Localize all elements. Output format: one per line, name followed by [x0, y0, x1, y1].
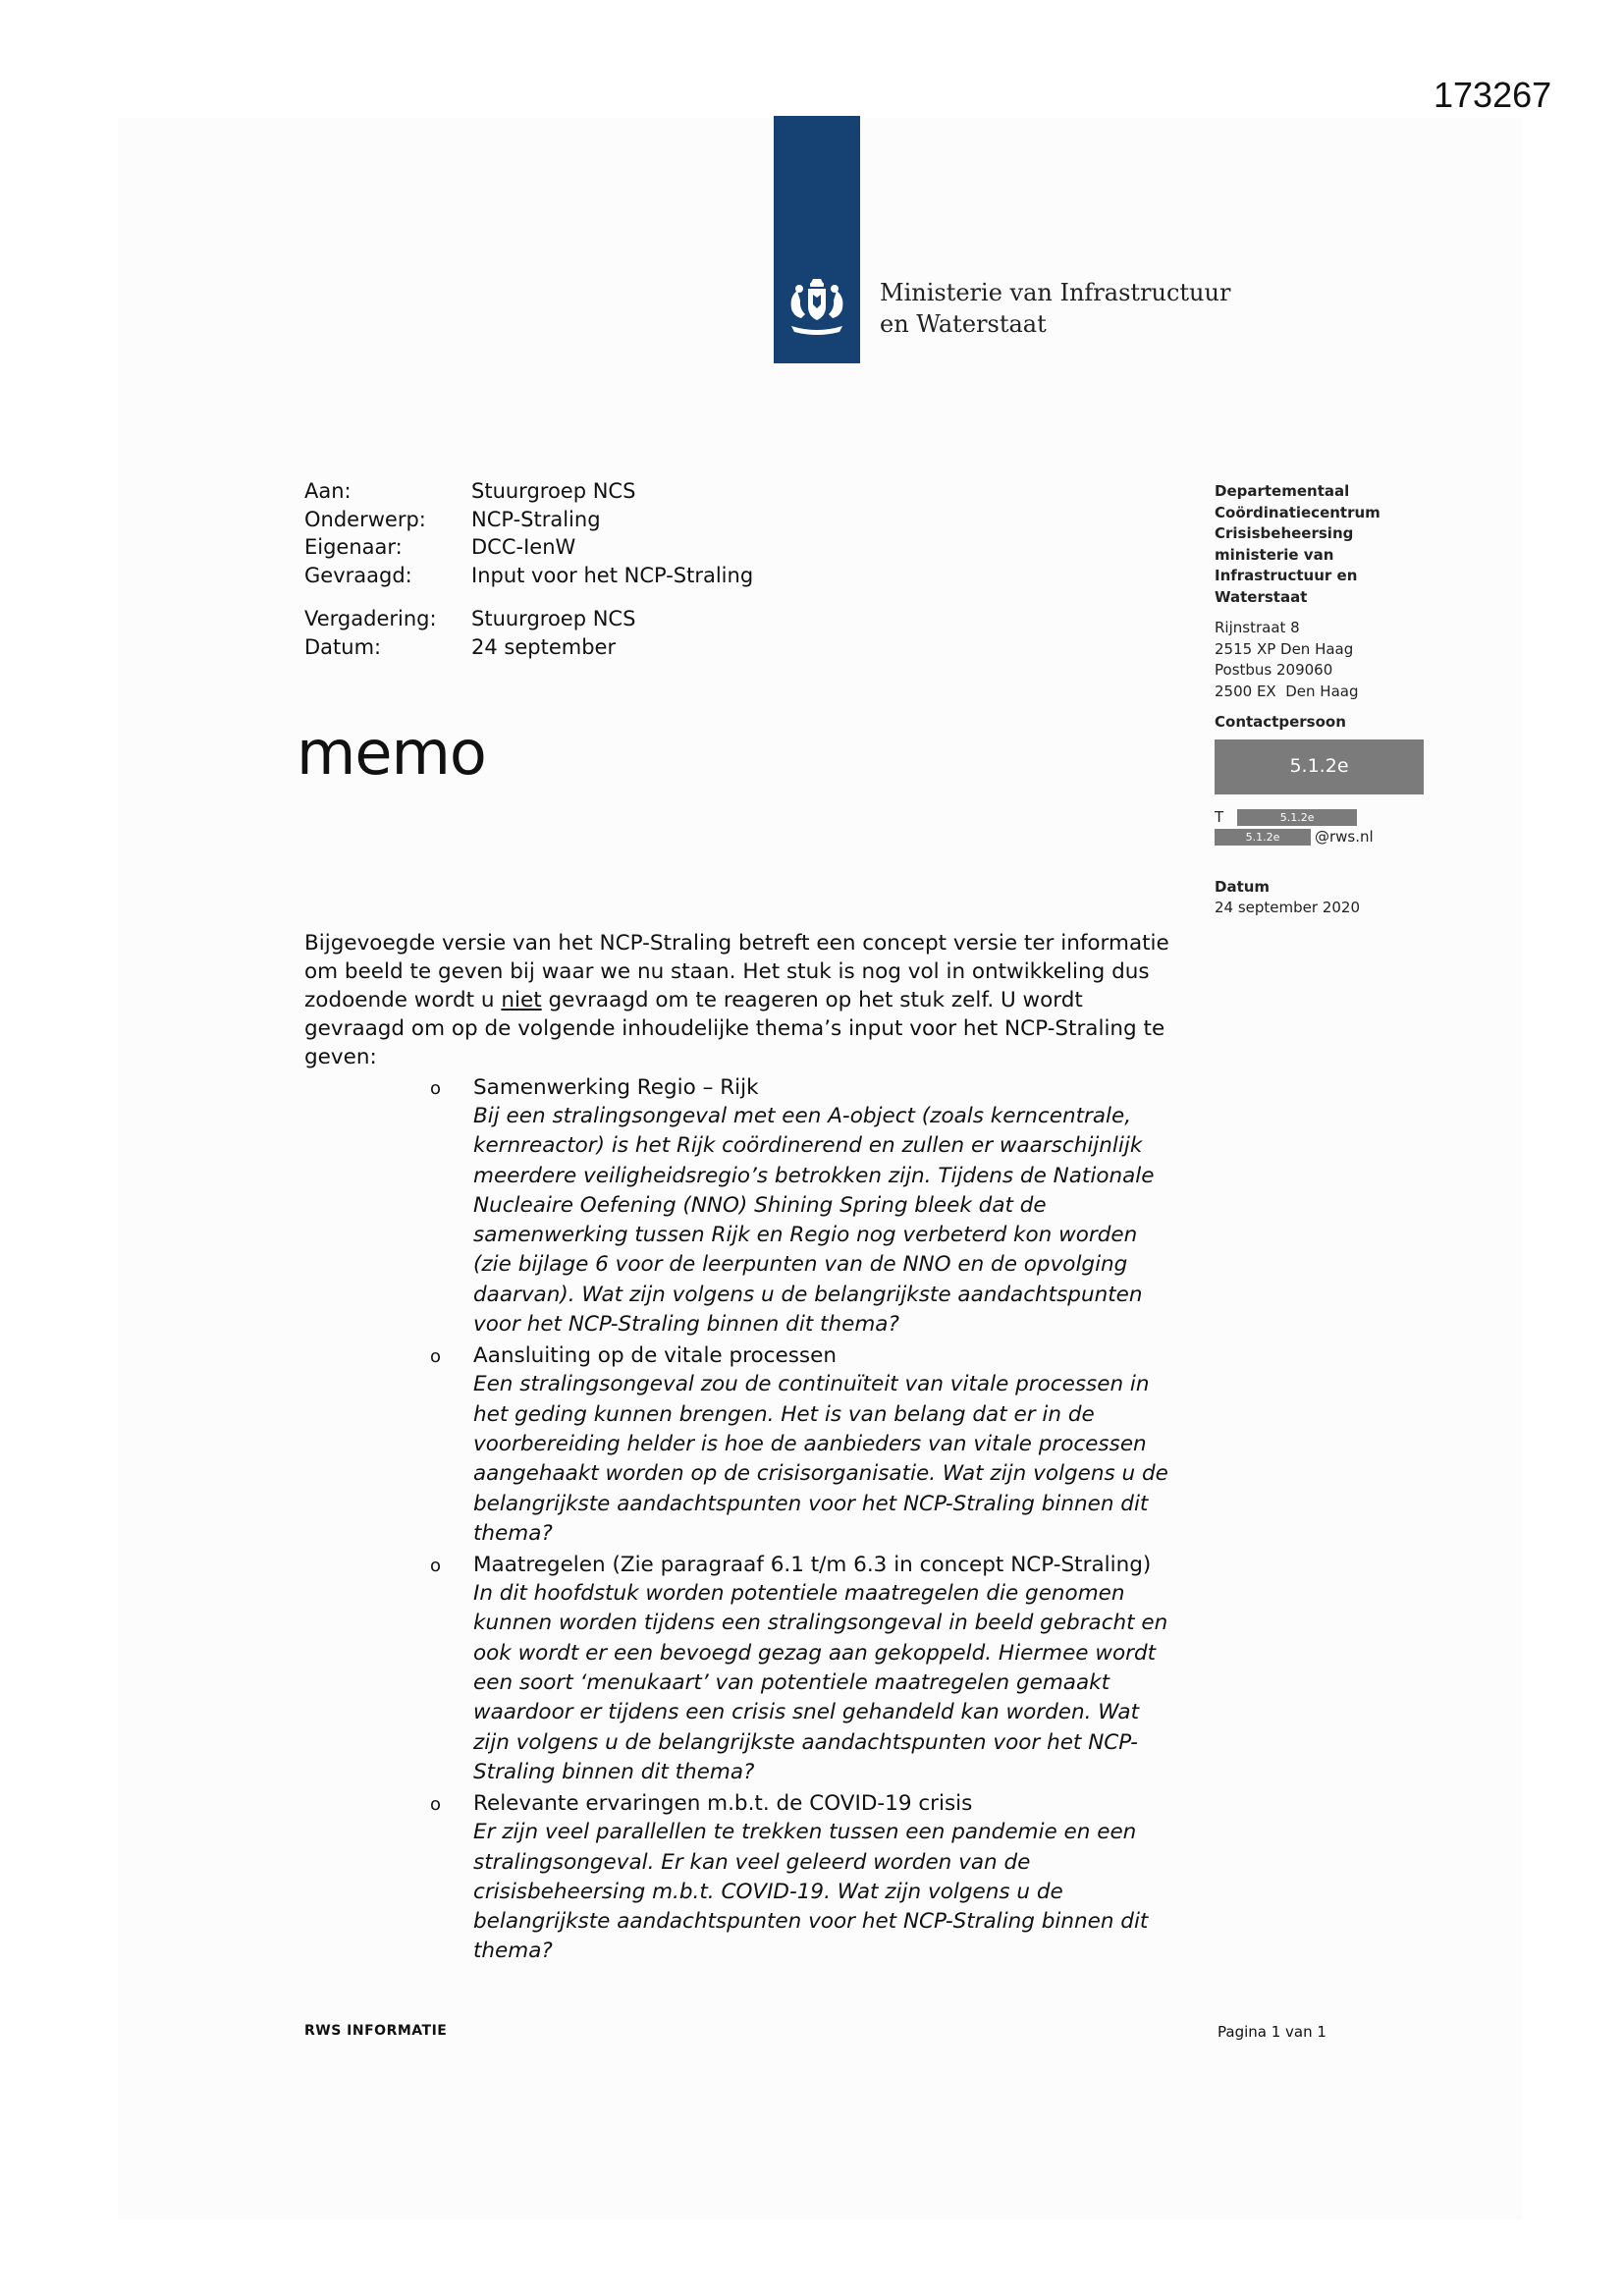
- desc-line: crisisbeheersing m.b.t. COVID-19. Wat zijn volgens u de: [473, 1879, 1063, 1904]
- desc-line: Nucleaire Oefening (NNO) Shining Spring bleek dat de: [473, 1192, 1047, 1218]
- memo-body: [304, 929, 1188, 1967]
- email-domain: @rws.nl: [1315, 827, 1374, 846]
- intro-text: Bijgevoegde versie van het NCP-Straling betreft een concept versie ter informatie om beeld te geven bij waar we nu staan. Het stuk is nog vol in ontwikkeling dus zodoende wordt u: [304, 931, 1169, 1012]
- meta-value: Stuurgroep NCS: [471, 479, 636, 503]
- department-line: Waterstaat: [1215, 587, 1308, 606]
- memo-title: memo: [297, 717, 486, 789]
- meta-row-datum: [304, 633, 753, 662]
- intro-paragraph: [304, 929, 1188, 1071]
- item-description: [473, 1579, 1188, 1787]
- desc-line: waardoor er tijdens een crisis snel gehandeld kan worden. Wat: [473, 1700, 1139, 1725]
- item-title: Samenwerking Regio – Rijk: [473, 1075, 759, 1100]
- desc-line: kunnen worden tijdens een stralingsongeval in beeld gebracht en: [473, 1611, 1168, 1636]
- memo-header-fields: [304, 477, 753, 661]
- desc-line: belangrijkste aandachtspunten voor het NCP-Straling binnen dit: [473, 1491, 1149, 1516]
- desc-line: het geding kunnen brengen. Het is van belang dat er in de: [473, 1401, 1095, 1427]
- meta-row-eigenaar: [304, 533, 753, 562]
- desc-line: een soort ‘menukaart’ van potentiele maatregelen gemaakt: [473, 1670, 1110, 1696]
- email-line: [1215, 828, 1440, 847]
- list-item: [304, 1341, 1188, 1549]
- theme-list: [304, 1073, 1188, 1967]
- meta-row-gevraagd: [304, 562, 753, 590]
- department-line: Departementaal: [1215, 482, 1350, 500]
- redacted-email: 5.1.2e: [1215, 829, 1311, 846]
- redacted-contact-name: 5.1.2e: [1215, 739, 1424, 794]
- item-title: Relevante ervaringen m.b.t. de COVID-19 crisis: [473, 1791, 973, 1817]
- desc-line: Een stralingsongeval zou de continuïteit van vitale processen in: [473, 1372, 1150, 1397]
- desc-line: meerdere veiligheidsregio’s betrokken zijn. Tijdens de Nationale: [473, 1163, 1155, 1188]
- desc-line: thema?: [473, 1520, 553, 1546]
- department-line: Coördinatiecentrum: [1215, 503, 1380, 521]
- ministry-name: [880, 277, 1230, 340]
- coat-of-arms-icon: [778, 275, 856, 344]
- bullet-marker: o: [430, 1078, 442, 1099]
- desc-line: stralingsongeval. Er kan veel geleerd worden van de: [473, 1849, 1031, 1875]
- desc-line: thema?: [473, 1939, 553, 1964]
- desc-line: Bij een stralingsongeval met een A-object (zoals kerncentrale,: [473, 1104, 1132, 1128]
- meta-label: Vergadering:: [304, 607, 437, 630]
- datum-value: 24 september 2020: [1215, 899, 1361, 916]
- desc-line: Er zijn veel parallellen te trekken tussen een pandemie en een: [473, 1820, 1137, 1845]
- bullet-marker: o: [430, 1346, 442, 1368]
- meta-label: Onderwerp:: [304, 507, 426, 531]
- desc-line: ook wordt er een bevoegd gezag aan gekoppeld. Hiermee wordt: [473, 1640, 1157, 1666]
- bullet-marker: o: [430, 1556, 442, 1577]
- desc-line: belangrijkste aandachtspunten voor het NCP-Straling binnen dit: [473, 1909, 1149, 1935]
- document-number: 173267: [1434, 75, 1552, 115]
- address-line: 2515 XP Den Haag: [1215, 639, 1354, 658]
- list-item: [304, 1073, 1188, 1339]
- phone-line: [1215, 808, 1440, 828]
- address-block: [1215, 618, 1440, 702]
- footer-classification: RWS INFORMATIE: [304, 2023, 448, 2039]
- ministry-name-line2: en Waterstaat: [880, 310, 1047, 338]
- department-name: [1215, 481, 1440, 608]
- department-line: ministerie van: [1215, 545, 1334, 564]
- address-line: Rijnstraat 8: [1215, 619, 1300, 636]
- desc-line: In dit hoofdstuk worden potentiele maatregelen die genomen: [473, 1581, 1125, 1607]
- intro-text: gevraagd om te reageren op het stuk zelf. U wordt gevraagd om op de volgende inhoudelijke thema’s input voor het NCP-Straling te geven:: [304, 988, 1165, 1069]
- list-item: [304, 1551, 1188, 1787]
- desc-line: samenwerking tussen Rijk en Regio nog verbeterd kon worden: [473, 1223, 1138, 1248]
- desc-line: (zie bijlage 6 voor de leerpunten van de NNO en de opvolging: [473, 1252, 1128, 1278]
- desc-line: kernreactor) is het Rijk coördinerend en zullen er waarschijnlijk: [473, 1133, 1143, 1159]
- department-line: Infrastructuur en: [1215, 567, 1358, 584]
- meta-value: NCP-Straling: [471, 507, 601, 531]
- page-number: Pagina 1 van 1: [1218, 2023, 1326, 2041]
- item-description: [473, 1370, 1188, 1549]
- meta-label: Gevraagd:: [304, 563, 412, 587]
- meta-row-vergadering: [304, 605, 753, 633]
- phone-label: T: [1215, 807, 1224, 826]
- intro-emphasis: niet: [501, 988, 542, 1012]
- desc-line: voor het NCP-Straling binnen dit thema?: [473, 1312, 899, 1338]
- meta-value: Input voor het NCP-Straling: [471, 563, 754, 587]
- item-description: [473, 1102, 1188, 1339]
- meta-label: Eigenaar:: [304, 535, 403, 559]
- meta-value: 24 september: [471, 634, 617, 659]
- contact-label: Contactpersoon: [1215, 713, 1346, 731]
- item-title: Maatregelen (Zie paragraaf 6.1 t/m 6.3 in concept NCP-Straling): [473, 1553, 1152, 1578]
- meta-label: Aan:: [304, 479, 352, 503]
- redacted-phone: 5.1.2e: [1237, 809, 1357, 826]
- desc-line: voorbereiding helder is hoe de aanbieders van vitale processen: [473, 1431, 1147, 1456]
- datum-label: Datum: [1215, 877, 1271, 896]
- meta-label: Datum:: [304, 634, 382, 659]
- address-line: Postbus 209060: [1215, 661, 1333, 679]
- item-title: Aansluiting op de vitale processen: [473, 1343, 837, 1369]
- bullet-marker: o: [430, 1794, 442, 1816]
- list-item: [304, 1789, 1188, 1966]
- meta-value: DCC-IenW: [471, 535, 576, 559]
- department-line: Crisisbeheersing: [1215, 524, 1354, 542]
- ministry-name-line1: Ministerie van Infrastructuur: [880, 279, 1231, 306]
- desc-line: Straling binnen dit thema?: [473, 1759, 755, 1784]
- desc-line: aangehaakt worden op de crisisorganisatie. Wat zijn volgens u de: [473, 1461, 1168, 1487]
- meta-row-onderwerp: [304, 506, 753, 534]
- sender-sidebar: [1215, 481, 1440, 919]
- item-description: [473, 1818, 1188, 1966]
- meta-row-aan: [304, 477, 753, 506]
- meta-value: Stuurgroep NCS: [471, 607, 636, 630]
- desc-line: zijn volgens u de belangrijkste aandachtspunten voor het NCP-: [473, 1729, 1138, 1755]
- desc-line: daarvan). Wat zijn volgens u de belangrijkste aandachtspunten: [473, 1282, 1143, 1307]
- address-line: 2500 EX Den Haag: [1215, 682, 1359, 700]
